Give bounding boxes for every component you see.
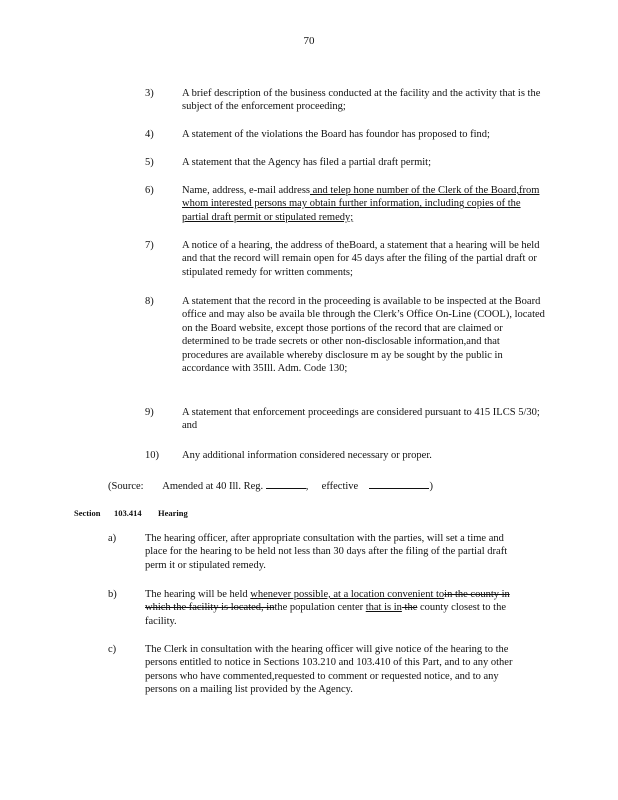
item-text: A statement that enforcement proceedings are considered pursuant to 415 ILCS 5/30; and: [182, 407, 540, 432]
list-item: [145, 406, 545, 433]
list-item: [145, 156, 545, 169]
list-item: [145, 128, 545, 141]
source-amended: Amended at 40 Ill. Reg.: [162, 481, 264, 492]
item-number: 4): [145, 129, 154, 140]
section-label: Section: [74, 508, 101, 518]
page-number: 70: [303, 35, 315, 47]
inserted-text: that is in: [365, 602, 402, 614]
blank-line: [369, 478, 429, 489]
list-item: [145, 239, 545, 279]
item-text-part: the population center: [274, 602, 366, 614]
list-item: [145, 449, 545, 462]
item-text: A brief description of the business conducted at the facility and the activity that is the subject of the enforcement proceeding;: [182, 88, 541, 113]
list-item: [145, 87, 545, 114]
item-text: Any additional information considered necessary or proper.: [182, 450, 432, 461]
list-item: [145, 184, 545, 224]
item-text: A notice of a hearing, the address of theBoard, a statement that a hearing will be held and that the record will remain open for 45 days after the filing of the partial draft or stipulated remedy for written comments;: [182, 240, 540, 278]
source-note: [108, 478, 433, 493]
item-letter: b): [108, 589, 117, 600]
section-number: 103.414: [114, 508, 142, 518]
item-number: 8): [145, 296, 154, 307]
inserted-text: and telep hone number of the Clerk of the Board,from whom interested persons may obtain further information, including copies of the partial draft permit or stipulated remedy;: [182, 185, 540, 223]
blank-line: [266, 478, 306, 489]
item-number: 9): [145, 407, 154, 418]
source-close: ): [429, 481, 433, 492]
item-text: A statement that the record in the proceeding is available to be inspected at the Board office and may also be availa ble through the Clerk’s Office On-Line (COOL), located on the Board website, except those portions of the record that are claimed or determined to be trade secrets or other non-disclosable information,and that procedures are available whereby disclosure m ay be sought by the public in accordance with 35Ill. Adm. Code 130;: [182, 296, 545, 375]
item-number: 6): [145, 185, 154, 196]
source-open: (Source:: [108, 481, 144, 492]
item-text: A statement that the Agency has filed a partial draft permit;: [182, 157, 432, 168]
item-text-part: Name, address, e-mail address: [182, 185, 310, 196]
list-item: [145, 295, 545, 375]
item-letter: c): [108, 644, 117, 655]
item-text-part: The hearing will be held: [145, 589, 251, 600]
list-item: [108, 643, 528, 697]
item-text: [145, 588, 528, 628]
item-number: 3): [145, 88, 154, 99]
item-text: A statement of the violations the Board has foundor has proposed to find;: [182, 129, 490, 140]
item-text: The Clerk in consultation with the hearing officer will give notice of the hearing to the persons entitled to notice in Sections 103.210 and 103.410 of this Part, and to any other persons who have commented,requested to comment or requested notice, and to any persons on a mailing list provided by the Agency.: [145, 644, 513, 696]
source-effective: effective: [321, 481, 359, 492]
item-text-part: county closest to the facility.: [145, 602, 507, 627]
item-letter: a): [108, 533, 117, 544]
item-number: 7): [145, 240, 154, 251]
deleted-text: the: [401, 602, 418, 614]
inserted-text: whenever possible, at a location convenient to: [250, 589, 445, 600]
deleted-text: in the county in which the facility is located, in: [145, 589, 510, 614]
source-comma: ,: [305, 481, 309, 492]
item-text: The hearing officer, after appropriate consultation with the parties, will set a time and place for the hearing to be held not less than 30 days after the filing of the partial draft perm it or stipulated remedy.: [145, 533, 508, 571]
item-text: [182, 184, 545, 224]
section-title: Hearing: [158, 508, 188, 518]
item-number: 5): [145, 157, 154, 168]
list-item: [108, 588, 528, 628]
item-number: 10): [145, 450, 159, 461]
list-item: [108, 532, 528, 572]
